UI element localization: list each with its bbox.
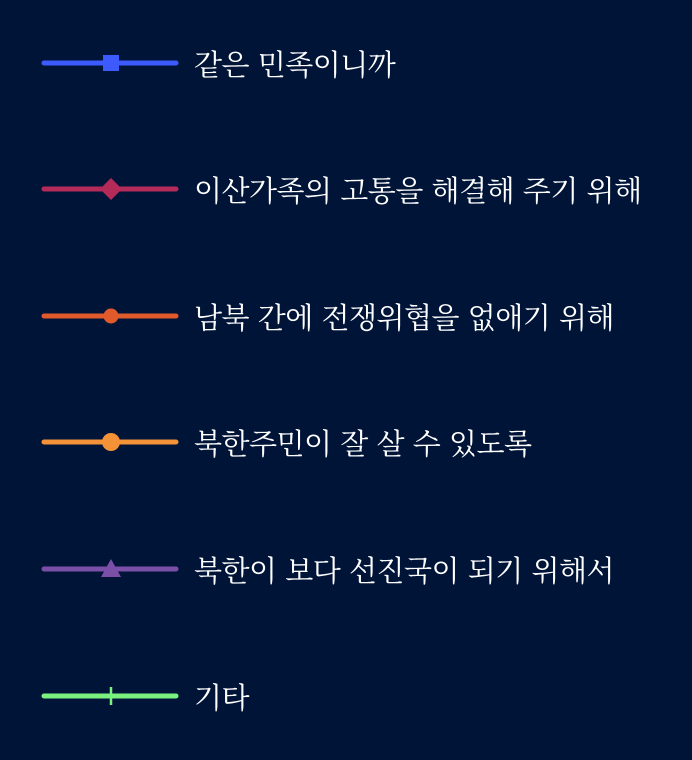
legend-swatch-vline [40, 676, 180, 716]
legend-item-advanced-country [40, 549, 614, 589]
legend-label: 북한주민이 잘 살 수 있도록 [194, 426, 532, 461]
legend-item-same-nation [40, 43, 395, 83]
legend-item-separated-families [40, 169, 642, 209]
legend-label: 같은 민족이니까 [194, 47, 396, 82]
legend-swatch-triangle [40, 549, 180, 589]
legend-swatch-circle-small [40, 296, 180, 336]
legend-swatch-square [40, 43, 180, 83]
legend-item-war-threat [40, 296, 614, 336]
legend-label: 남북 간에 전쟁위협을 없애기 위해 [194, 300, 615, 335]
legend-swatch-circle-large [40, 422, 180, 462]
legend-item-other [40, 676, 249, 716]
legend-label: 북한이 보다 선진국이 되기 위해서 [194, 553, 615, 588]
legend-swatch-diamond [40, 169, 180, 209]
legend-label: 기타 [194, 680, 250, 715]
legend-item-north-residents [40, 422, 532, 462]
legend-label: 이산가족의 고통을 해결해 주기 위해 [194, 173, 642, 208]
